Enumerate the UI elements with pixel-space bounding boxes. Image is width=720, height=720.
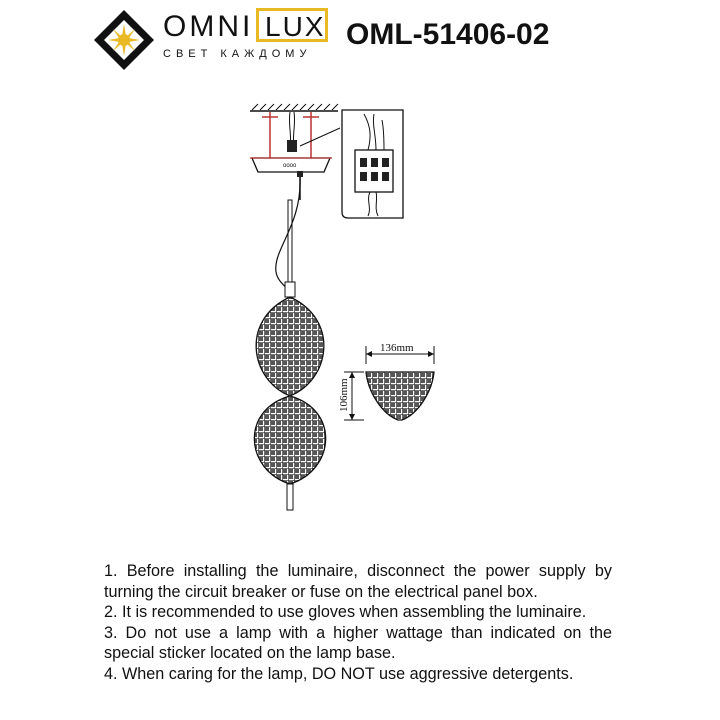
- shade-dimension-detail: [338, 342, 434, 420]
- ceiling: [250, 104, 338, 111]
- brand-name-omni: OMNI: [163, 10, 254, 43]
- svg-text:oooo: oooo: [283, 163, 297, 169]
- brand-name-lux: LUX: [265, 11, 326, 42]
- canopy: [250, 158, 332, 177]
- instruction-1: 1. Before installing the luminaire, disconnect the power supply by turning the circuit breaker or fuse on the electrical panel box.: [104, 562, 612, 601]
- width-dimension-label: 136mm: [380, 342, 414, 354]
- suspension-cable: [276, 177, 300, 297]
- brand-lux-box: [256, 8, 328, 42]
- model-number: OML-51406-02: [346, 18, 550, 51]
- header: [0, 0, 720, 80]
- safety-instructions: [104, 561, 612, 684]
- height-dimension-label: 106mm: [338, 378, 350, 412]
- pendant-shades: [254, 297, 325, 510]
- instruction-2: 2. It is recommended to use gloves when assembling the luminaire.: [104, 603, 587, 621]
- instruction-3: 3. Do not use a lamp with a higher wattage than indicated on the special sticker located on the lamp base.: [104, 623, 612, 662]
- omnilux-logo-icon: [92, 8, 156, 72]
- technical-drawing: [0, 80, 720, 550]
- terminal-detail: [342, 110, 403, 218]
- instruction-4: 4. When caring for the lamp, DO NOT use aggressive detergents.: [104, 664, 574, 683]
- brand-tagline: СВЕТ КАЖДОМУ: [163, 48, 312, 60]
